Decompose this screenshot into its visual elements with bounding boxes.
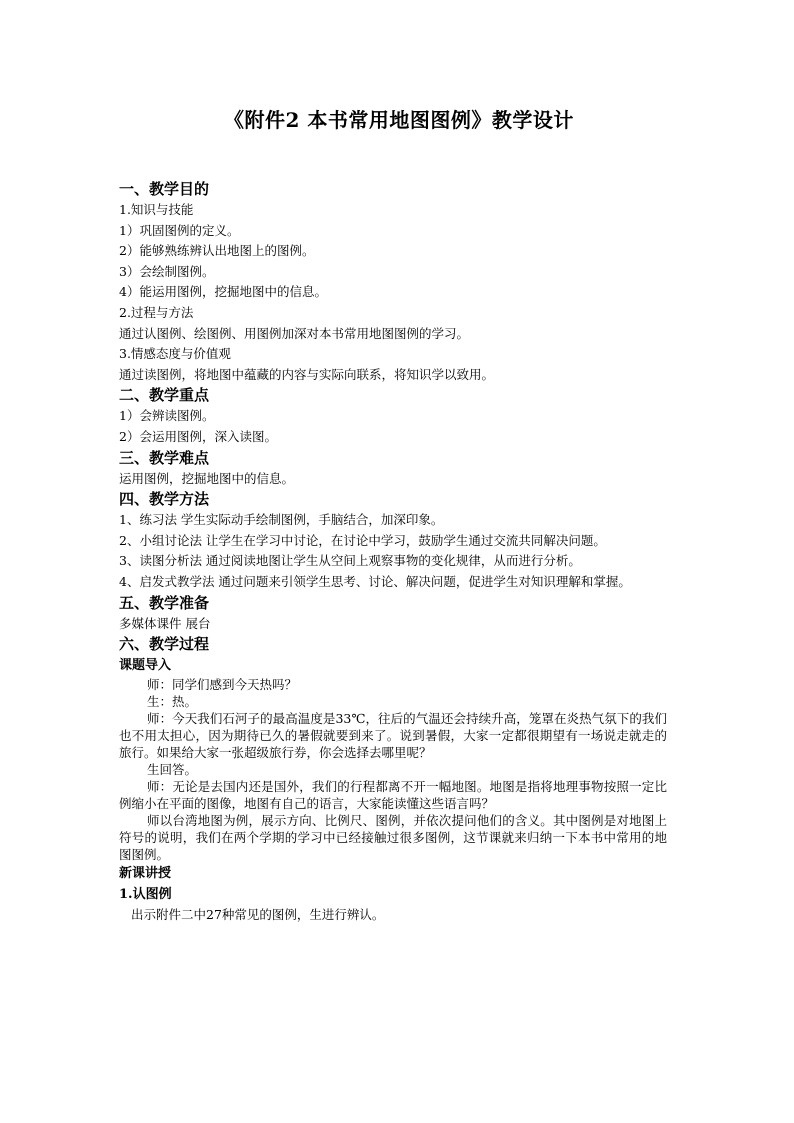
- dialog-text: 生：热。: [147, 694, 198, 710]
- dialog-text: 师：同学们感到今天热吗？: [147, 677, 298, 693]
- section-heading-objectives: 一、教学目的: [119, 180, 210, 198]
- dialog-line: [119, 693, 667, 710]
- paragraph: 通过读图例，将地图中蕴藏的内容与实际向联系，将知识学以致用。: [119, 366, 495, 382]
- list-item: 1）会辨读图例。: [119, 408, 215, 424]
- dialog-text: 师以台湾地图为例，展示方向、比例尺、图例，并依次提问他们的含义。其中图例是对地图上符号的说明，我们在两个学期的学习中已经接触过很多图例，这节课就来归纳一下本书中常用的地图图例。: [119, 813, 667, 863]
- document-title: 《附件2 本书常用地图图例》教学设计: [224, 108, 574, 132]
- dialog-line: [119, 676, 667, 693]
- section-heading-difficulties: 三、教学难点: [119, 448, 210, 467]
- dialog-paragraph: [119, 778, 667, 812]
- section-heading-key-points: 二、教学重点: [119, 386, 210, 405]
- list-item: 3、读图分析法 通过阅读地图让学生从空间上观察事物的变化规律，从而进行分析。: [119, 553, 581, 569]
- section-heading-methods: 四、教学方法: [119, 490, 210, 509]
- dialog-text: 生回答。: [147, 762, 198, 778]
- paragraph: 多媒体课件 展台: [119, 615, 211, 631]
- dialog-paragraph: [119, 812, 667, 863]
- paragraph: 出示附件二中27种常见的图例，生进行辨认。: [131, 907, 385, 923]
- dialog-text: 师：今天我们石河子的最高温度是33℃，往后的气温还会持续升高，笼罩在炎热气氛下的我们也不用太担心，因为期待已久的暑假就要到来了。说到暑假，大家一定都很期望有一场说走就走的旅行。如果给大家一张超级旅行券，你会选择去哪里呢？: [119, 711, 667, 761]
- list-item: 4、启发式教学法 通过问题来引领学生思考、讨论、解决问题，促进学生对知识理解和掌握。: [119, 573, 631, 589]
- dialog-paragraph: [119, 710, 667, 761]
- dialog-line: [119, 761, 667, 778]
- list-item: 1）巩固图例的定义。: [119, 222, 240, 238]
- section-heading-process: 六、教学过程: [119, 635, 210, 654]
- list-item: 2）会运用图例，深入读图。: [119, 428, 277, 444]
- sub-heading-attitude: 3.情感态度与价值观: [119, 346, 231, 362]
- sub-heading-knowledge: 1.知识与技能: [119, 202, 194, 217]
- list-item: 1、练习法 学生实际动手绘制图例，手脑结合，加深印象。: [119, 512, 444, 528]
- paragraph: 通过认图例、绘图例、用图例加深对本书常用地图图例的学习。: [119, 325, 470, 341]
- document-body: [119, 179, 679, 926]
- sub-heading-process: 2.过程与方法: [119, 304, 194, 320]
- list-item: 2）能够熟练辨认出地图上的图例。: [119, 243, 315, 259]
- dialog-text: 师：无论是去国内还是国外，我们的行程都离不开一幅地图。地图是指将地理事物按照一定比例缩小在平面的图像，地图有自己的语言，大家能读懂这些语言吗？: [119, 779, 667, 812]
- list-item: 4）能运用图例，挖掘地图中的信息。: [119, 284, 327, 300]
- sub-heading-intro: 课题导入: [119, 658, 172, 674]
- sub-heading-recognize-legend: 1.认图例: [119, 887, 172, 903]
- paragraph: 运用图例，挖掘地图中的信息。: [119, 470, 295, 486]
- list-item: 2、小组讨论法 让学生在学习中讨论，在讨论中学习，鼓励学生通过交流共同解决问题。: [119, 532, 606, 548]
- section-heading-preparation: 五、教学准备: [119, 593, 210, 612]
- sub-heading-new-lesson: 新课讲授: [119, 866, 172, 882]
- list-item: 3）会绘制图例。: [119, 263, 215, 279]
